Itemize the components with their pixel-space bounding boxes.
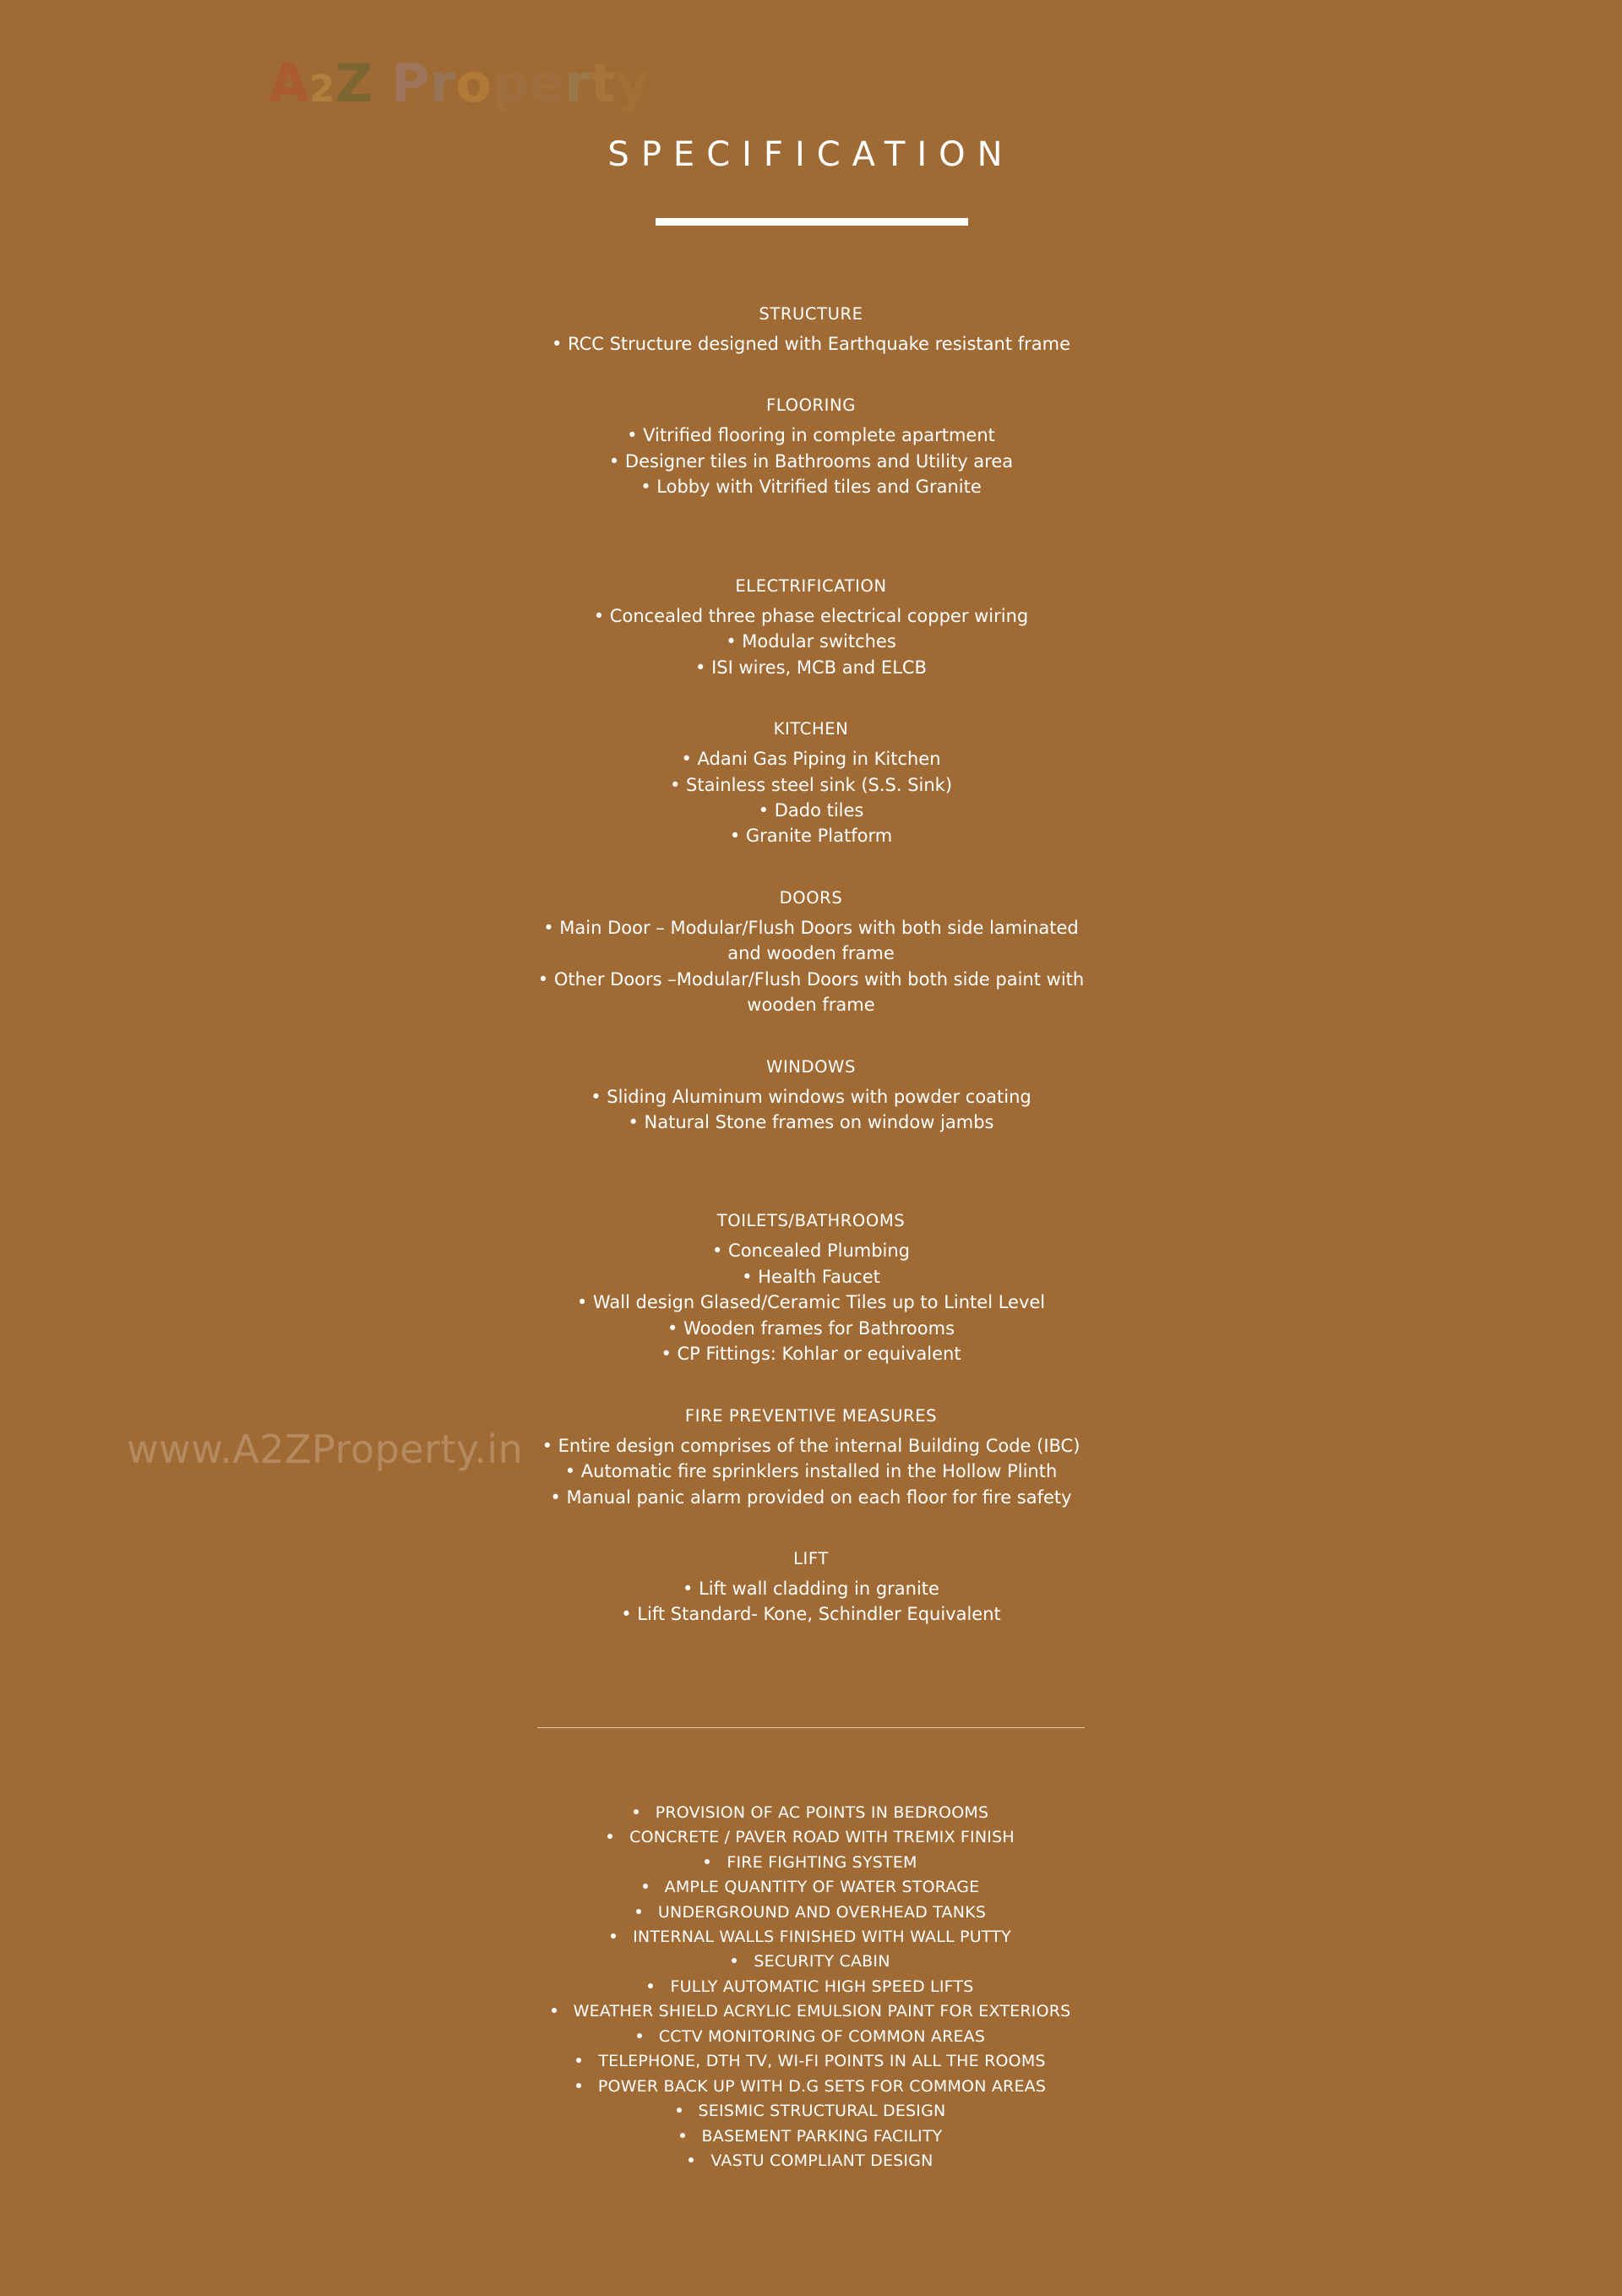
bullet-icon <box>689 2157 694 2162</box>
title-underline-rule <box>656 218 968 226</box>
list-item <box>0 1851 1622 1875</box>
list-item-label: AMPLE QUANTITY OF WATER STORAGE <box>664 1878 980 1897</box>
section-windows <box>0 1057 1622 1136</box>
list-item-label: VASTU COMPLIANT DESIGN <box>710 2151 933 2170</box>
list-item <box>0 2025 1622 2049</box>
list-item <box>0 2149 1622 2173</box>
section-item: • Lobby with Vitrified tiles and Granite <box>640 477 982 498</box>
section-item: • Entire design comprises of the internal Building Code (IBC) <box>542 1435 1080 1456</box>
bullet-icon <box>634 1809 639 1814</box>
spacer <box>0 875 1622 888</box>
section-item: • Health Faucet <box>742 1266 880 1287</box>
list-item <box>0 1999 1622 2024</box>
specification-sections <box>0 304 1622 2173</box>
list-item <box>0 2099 1622 2124</box>
spacer <box>0 1535 1622 1549</box>
section-item: • Dado tiles <box>758 799 864 821</box>
section-item: • Designer tiles in Bathrooms and Utility area <box>608 450 1014 472</box>
bullet-icon <box>705 1859 710 1864</box>
list-item <box>0 1975 1622 1999</box>
list-item-label: SEISMIC STRUCTURAL DESIGN <box>698 2102 946 2121</box>
section-heading: TOILETS/BATHROOMS <box>716 1211 906 1231</box>
bullet-icon <box>637 2033 642 2038</box>
bullet-icon <box>636 1909 641 1914</box>
page-title: SPECIFICATION <box>607 135 1015 174</box>
list-item <box>0 1825 1622 1850</box>
section-divider <box>537 1727 1085 1728</box>
list-item-label: WEATHER SHIELD ACRYLIC EMULSION PAINT FOR EXTERIORS <box>573 2002 1071 2021</box>
list-item-label: PROVISION OF AC POINTS IN BEDROOMS <box>655 1802 989 1822</box>
section-item: • CP Fittings: Kohlar or equivalent <box>661 1344 961 1365</box>
section-item: • Other Doors –Modular/Flush Doors with both side paint with wooden frame <box>537 968 1085 1016</box>
section-toilets-bathrooms <box>0 1211 1622 1366</box>
list-item-label: CONCRETE / PAVER ROAD WITH TREMIX FINISH <box>629 1828 1015 1847</box>
section-item: • Stainless steel sink (S.S. Sink) <box>669 774 953 795</box>
section-heading: KITCHEN <box>773 719 849 739</box>
spacer <box>0 1653 1622 1727</box>
section-item: • Lift wall cladding in granite <box>683 1578 939 1599</box>
list-item-label: UNDERGROUND AND OVERHEAD TANKS <box>657 1902 987 1922</box>
bullet-icon <box>643 1884 648 1889</box>
section-item: • Wooden frames for Bathrooms <box>667 1317 955 1339</box>
section-item: • Sliding Aluminum windows with powder coating <box>591 1086 1031 1107</box>
spacer <box>0 1728 1622 1801</box>
spacer <box>0 382 1622 395</box>
section-fire-preventive-measures <box>0 1406 1622 1510</box>
section-structure <box>0 304 1622 357</box>
section-item: • Concealed Plumbing <box>711 1241 911 1262</box>
section-item: • Modular switches <box>726 631 896 652</box>
list-item <box>0 1925 1622 1950</box>
spacer <box>0 1393 1622 1406</box>
section-lift <box>0 1549 1622 1628</box>
section-item: • Automatic fire sprinklers installed in the Hollow Plinth <box>564 1461 1058 1482</box>
section-item: • Wall design Glased/Ceramic Tiles up to Lintel Level <box>576 1292 1046 1313</box>
section-heading: FIRE PREVENTIVE MEASURES <box>684 1405 938 1426</box>
spacer <box>0 1044 1622 1057</box>
section-item: • ISI wires, MCB and ELCB <box>695 657 927 678</box>
bullet-icon <box>576 2083 581 2088</box>
list-item-label: FIRE FIGHTING SYSTEM <box>727 1852 917 1872</box>
section-item: • Main Door – Modular/Flush Doors with both side laminated and wooden frame <box>543 917 1079 964</box>
list-item <box>0 1875 1622 1900</box>
list-item-label: INTERNAL WALLS FINISHED WITH WALL PUTTY <box>633 1928 1011 1946</box>
a2z-property-logo-watermark: A2Z Property <box>269 52 650 114</box>
list-item <box>0 2049 1622 2074</box>
section-item: • Adani Gas Piping in Kitchen <box>681 749 941 770</box>
list-item <box>0 2075 1622 2099</box>
section-heading: FLOORING <box>766 395 856 416</box>
section-heading: STRUCTURE <box>759 304 863 324</box>
bullet-icon <box>677 2108 682 2113</box>
list-item <box>0 1801 1622 1825</box>
list-item-label: FULLY AUTOMATIC HIGH SPEED LIFTS <box>670 1977 974 1996</box>
list-item-label: SECURITY CABIN <box>754 1952 890 1972</box>
bullet-icon <box>607 1834 612 1839</box>
list-item-label: POWER BACK UP WITH D.G SETS FOR COMMON AREAS <box>597 2076 1047 2096</box>
spacer <box>0 1160 1622 1211</box>
section-kitchen <box>0 719 1622 849</box>
bullet-icon <box>648 1983 653 1988</box>
section-item: • Manual panic alarm provided on each floor for fire safety <box>550 1486 1072 1508</box>
list-item-label: CCTV MONITORING OF COMMON AREAS <box>658 2026 986 2046</box>
section-heading: DOORS <box>779 887 843 908</box>
website-url-watermark: www.A2ZProperty.in <box>127 1426 524 1472</box>
list-item-label: TELEPHONE, DTH TV, WI-FI POINTS IN ALL THE ROOMS <box>598 2052 1046 2071</box>
list-item-label: BASEMENT PARKING FACILITY <box>701 2126 943 2146</box>
list-item <box>0 1901 1622 1925</box>
section-heading: WINDOWS <box>766 1056 856 1077</box>
section-heading: ELECTRIFICATION <box>735 575 887 596</box>
bullet-icon <box>576 2058 581 2063</box>
spacer <box>0 526 1622 576</box>
list-item <box>0 2124 1622 2149</box>
section-heading: LIFT <box>793 1548 829 1568</box>
list-item <box>0 1950 1622 1974</box>
section-item: • Concealed three phase electrical copper wiring <box>593 605 1029 626</box>
section-electrification <box>0 576 1622 680</box>
bullet-icon <box>680 2133 685 2138</box>
section-item: • Vitrified flooring in complete apartment <box>627 425 995 446</box>
spacer <box>0 706 1622 719</box>
bullet-icon <box>732 1958 737 1963</box>
section-item: • Lift Standard- Kone, Schindler Equivalent <box>621 1604 1001 1625</box>
section-item: • Natural Stone frames on window jambs <box>628 1112 994 1132</box>
section-item: • RCC Structure designed with Earthquake resistant frame <box>551 334 1071 354</box>
bullet-icon <box>611 1933 616 1939</box>
section-item: • Granite Platform <box>729 826 893 847</box>
amenities-list <box>0 1801 1622 2174</box>
section-flooring <box>0 395 1622 499</box>
bullet-icon <box>552 2008 557 2013</box>
section-doors <box>0 888 1622 1018</box>
